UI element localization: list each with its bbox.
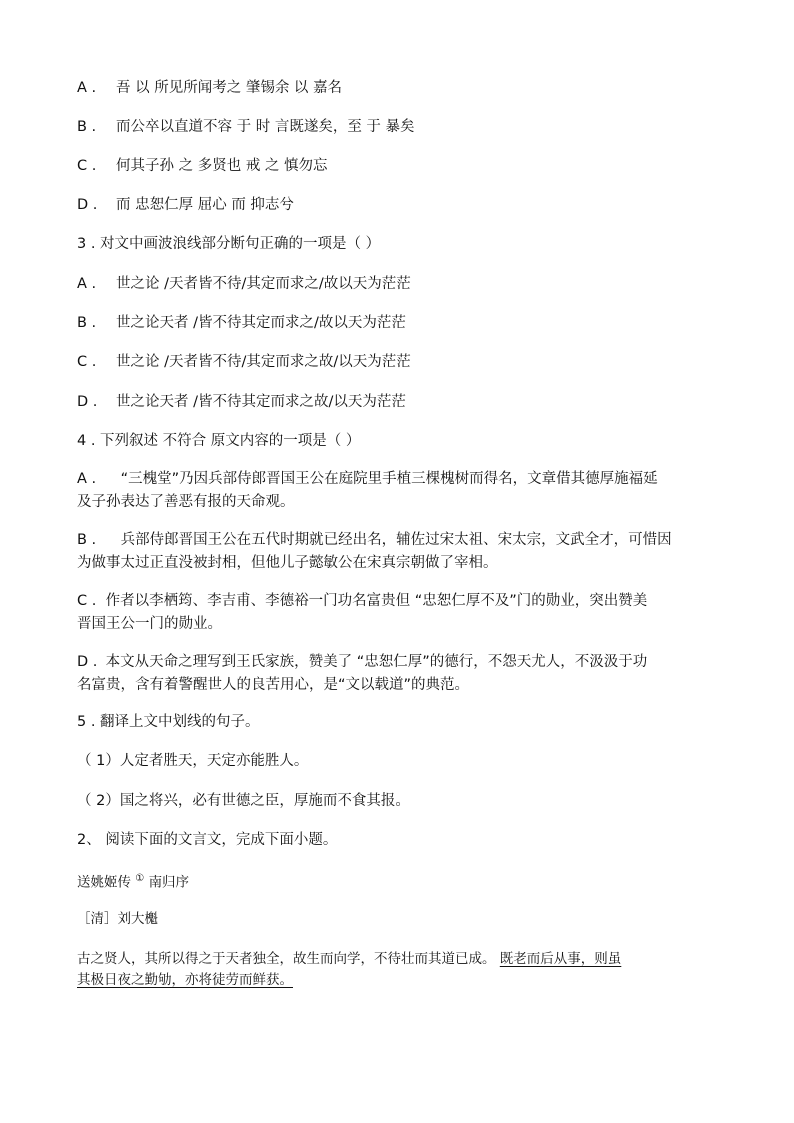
option-text: 而公卒以直道不容 于 时 言既遂矣，至 于 暴矣 [116, 119, 415, 135]
q3-option-b [77, 313, 406, 333]
passage-title [77, 869, 189, 893]
q2-option-b [77, 117, 415, 137]
option-text: 世之论天者 /皆不待其定而求之/故以天为茫茫 [116, 315, 406, 331]
option-label: D . [77, 197, 98, 213]
option-text-line1: “三槐堂”乃因兵部侍郎晋国王公在庭院里手植三棵槐树而得名，文章借其德厚施福延 [116, 471, 658, 487]
option-text: 世之论 /天者皆不待/其定而求之故/以天为茫茫 [116, 354, 411, 370]
footnote-marker: ① [135, 873, 145, 884]
option-label: C . [77, 593, 97, 609]
option-label: A . [77, 471, 97, 487]
passage-title-tail: 南归序 [148, 874, 190, 891]
option-text: 而 忠恕仁厚 屈心 而 抑志兮 [116, 197, 294, 213]
option-label: D . [77, 394, 98, 410]
q4-option-d [77, 651, 719, 697]
q5-stem: 5 . 翻译上文中划线的句子。 [77, 714, 260, 730]
option-label: C . [77, 158, 97, 174]
option-label: A . [77, 80, 97, 96]
option-label: D . [77, 654, 98, 670]
q4-stem: 4 . 下列叙述 不符合 原文内容的一项是（ ） [77, 433, 361, 449]
q3-option-a [77, 274, 411, 294]
q3-option-d [77, 392, 406, 412]
option-label: B . [77, 532, 97, 548]
option-label: B . [77, 119, 97, 135]
q2-option-a [77, 78, 342, 98]
option-text-line2: 及子孙表达了善恶有报的天命观。 [77, 494, 295, 510]
option-text-line1: 本文从天命之理写到王氏家族，赞美了 “忠恕仁厚”的德行，不怨天尤人，不汲汲于功 [101, 654, 648, 670]
passage-line-1 [77, 949, 621, 969]
section2-heading: 2、 阅读下面的文言文，完成下面小题。 [77, 832, 338, 848]
q3-stem: 3 . 对文中画波浪线部分断句正确的一项是（ ） [77, 236, 381, 252]
q2-option-d [77, 195, 294, 215]
q3-option-c [77, 352, 411, 372]
option-text: 世之论 /天者皆不待/其定而求之/故以天为茫茫 [116, 276, 411, 292]
option-text-line1: 作者以李栖筠、李吉甫、李德裕一门功名富贵但 “忠恕仁厚不及”门的勋业，突出赞美 [101, 593, 648, 609]
q2-option-c [77, 156, 328, 176]
q5-item-2: （ 2）国之将兴，必有世德之臣，厚施而不食其报。 [77, 793, 410, 809]
passage-author: ［清］刘大櫆 [77, 911, 158, 927]
passage-underlined-text-cont: 其极日夜之勤劬，亦将徒劳而鲜获。 [77, 972, 293, 988]
option-text: 何其子孙 之 多贤也 戒 之 慎勿忘 [116, 158, 328, 174]
option-text-line2: 晋国王公一门的勋业。 [77, 616, 222, 632]
q4-option-b [77, 529, 719, 575]
option-label: C . [77, 354, 97, 370]
option-text: 世之论天者 /皆不待其定而求之故/以天为茫茫 [116, 394, 406, 410]
option-text-line2: 名富贵，含有着警醒世人的良苦用心，是“文以载道”的典范。 [77, 677, 470, 693]
option-text: 吾 以 所见所闻考之 肇锡余 以 嘉名 [116, 80, 343, 96]
option-text-line2: 为做事太过正直没被封相，但他儿子懿敏公在宋真宗朝做了宰相。 [77, 555, 498, 571]
option-label: A . [77, 276, 97, 292]
passage-plain-text: 古之贤人，其所以得之于天者独全，故生而向学，不待壮而其道已成。 [77, 951, 496, 967]
option-text-line1: 兵部侍郎晋国王公在五代时期就已经出名，辅佐过宋太祖、宋太宗，文武全才，可惜因 [116, 532, 672, 548]
q5-item-1: （ 1）人定者胜天，天定亦能胜人。 [77, 753, 309, 769]
q4-option-a [77, 468, 719, 514]
passage-title-main: 送姚姬传 [77, 874, 131, 891]
option-label: B . [77, 315, 97, 331]
q4-option-c [77, 590, 719, 636]
passage-line-2 [77, 970, 293, 990]
passage-underlined-text: 既老而后从事，则虽 [499, 951, 622, 967]
